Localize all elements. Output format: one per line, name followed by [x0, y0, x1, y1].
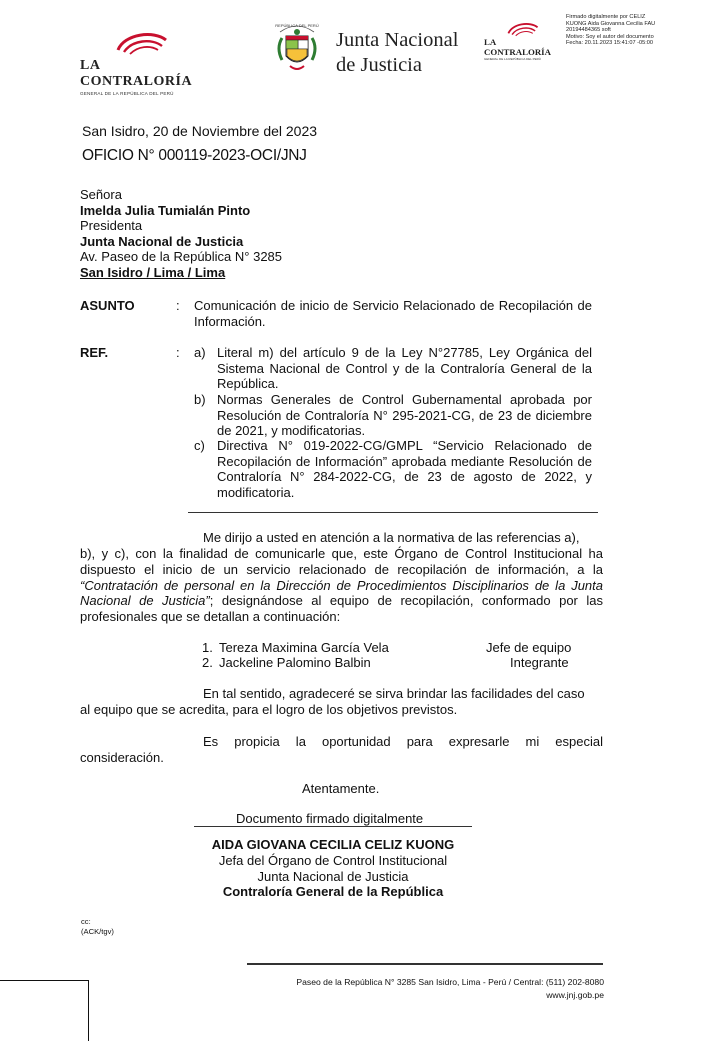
asunto-label: ASUNTO — [80, 298, 135, 313]
body-paragraph-3-first-line: Es propicia la oportunidad para expresarle mi especial — [203, 734, 603, 749]
ref-letter: c) — [194, 438, 205, 453]
body-paragraph-2: al equipo que se acredita, para el logro de los objetivos previstos. — [80, 702, 458, 717]
signer-org: Contraloría General de la República — [222, 884, 444, 900]
body-text: b), y c), con la finalidad de comunicarle que, este Órgano de Control Institucional ha dispuesto el inicio de un servicio relacionado de recopilación de información, a la — [80, 546, 603, 577]
cc-value: (ACK/tgv) — [81, 927, 114, 936]
ref-letter: a) — [194, 345, 206, 360]
footer-website[interactable]: www.jnj.gob.pe — [546, 989, 604, 1000]
signature-line: Firmado digitalmente por CELIZ — [566, 14, 646, 20]
contraloria-swirl-icon — [114, 28, 170, 56]
team-member-name: Jackeline Palomino Balbin — [219, 655, 371, 670]
ref-label: REF. — [80, 345, 109, 360]
contraloria-logo — [80, 28, 210, 96]
ref-item: Literal m) del artículo 9 de la Ley N°27785, Ley Orgánica del Sistema Nacional de Control y de la Contraloría General de la República. — [217, 345, 592, 391]
contraloria-subtitle: GENERAL DE LA REPÚBLICA DEL PERÚ — [80, 91, 174, 96]
signer-unit: Junta Nacional de Justicia — [257, 868, 409, 884]
team-member-role: Integrante — [510, 655, 569, 670]
closing: Atentamente. — [302, 781, 380, 796]
contraloria-logo-small — [484, 20, 564, 61]
recipient-role: Presidenta — [80, 218, 143, 234]
recipient-salutation: Señora — [80, 187, 122, 202]
signed-note: Documento firmado digitalmente — [236, 811, 424, 826]
team-member-role: Jefe de equipo — [486, 640, 572, 655]
recipient-block — [80, 187, 282, 281]
corner-mark — [0, 980, 89, 1041]
oficio-number: OFICIO N° 000119-2023-OCI/JNJ — [82, 147, 307, 164]
footer-rule — [247, 963, 603, 965]
team-number: 2. — [202, 655, 213, 670]
asunto-colon: : — [176, 298, 180, 313]
recipient-name: Imelda Julia Tumialán Pinto — [80, 202, 251, 218]
recipient-institution: Junta Nacional de Justicia — [80, 233, 244, 249]
body-paragraph-3: consideración. — [80, 750, 164, 765]
peru-coat-of-arms-icon — [272, 18, 322, 76]
separator-rule — [188, 512, 598, 513]
cc-label: cc: — [81, 917, 91, 926]
body-paragraph-1-first-line: Me dirijo a usted en atención a la normativa de las referencias a), — [203, 530, 580, 545]
digital-signature-stamp — [566, 14, 696, 47]
signer-title: Jefa del Órgano de Control Institucional — [218, 852, 448, 868]
signature-rule — [194, 826, 472, 827]
contraloria-small-name: LA CONTRALORÍA — [484, 37, 551, 57]
ref-letter: b) — [194, 392, 206, 407]
jnj-line-1: Junta Nacional — [336, 29, 459, 51]
team-member-name: Tereza Maximina García Vela — [219, 640, 389, 655]
signer-name: AIDA GIOVANA CECILIA CELIZ KUONG — [211, 837, 455, 852]
asunto-text: Comunicación de inicio de Servicio Relacionado de Recopilación de Información. — [194, 298, 592, 329]
jnj-line-2: de Justicia — [336, 54, 422, 76]
contraloria-swirl-small-icon — [506, 20, 540, 37]
team-number: 1. — [202, 640, 213, 655]
emblem-caption: REPÚBLICA DEL PERÚ — [275, 23, 319, 28]
service-name-italic: “Contratación de personal en la Dirección de Procedimientos Disciplinarios de la Junta Nacional de Justicia” — [80, 577, 603, 609]
body-text: ; designándose al equipo de recopilación, conformado por las profesionales que se detallan a continuación: — [80, 593, 603, 625]
recipient-address: Av. Paseo de la República N° 3285 — [80, 249, 283, 265]
recipient-city: San Isidro / Lima / Lima — [80, 264, 226, 280]
signer-block — [160, 837, 506, 900]
contraloria-small-subtitle: GENERAL DE LA REPÚBLICA DEL PERÚ — [484, 57, 541, 61]
letter-date: San Isidro, 20 de Noviembre del 2023 — [82, 123, 318, 139]
contraloria-name: LA CONTRALORÍA — [80, 58, 193, 89]
ref-item: Normas Generales de Control Gubernamental aprobada por Resolución de Contraloría N° 295-2021-CG, de 23 de diciembre de 2021, y modificatorias. — [217, 392, 592, 438]
footer-address: Paseo de la República N° 3285 San Isidro, Lima - Perú / Central: (511) 202-8080 — [296, 977, 604, 987]
ref-item: Directiva N° 019-2022-CG/GMPL “Servicio Relacionado de Recopilación de Información” aprobada mediante Resolución de Contraloría N° 284-2022-CG, de 23 de agosto de 2022, y modificatoria. — [217, 438, 592, 500]
footer — [250, 976, 604, 1001]
ref-colon: : — [176, 345, 180, 360]
body-paragraph-1 — [80, 546, 603, 625]
jnj-wordmark — [336, 28, 458, 78]
signature-line: Fecha: 20.11.2023 15:41:07 -05:00 — [566, 40, 653, 47]
cc-block — [81, 917, 114, 937]
signature-line: Motivo: Soy el autor del documento — [566, 33, 654, 40]
body-paragraph-2-first-line: En tal sentido, agradeceré se sirva brindar las facilidades del caso — [203, 686, 585, 701]
signature-line: KUONG Aida Giovanna Cecilia FAU — [566, 20, 656, 27]
signature-line: 20194484365 soft — [566, 27, 611, 34]
